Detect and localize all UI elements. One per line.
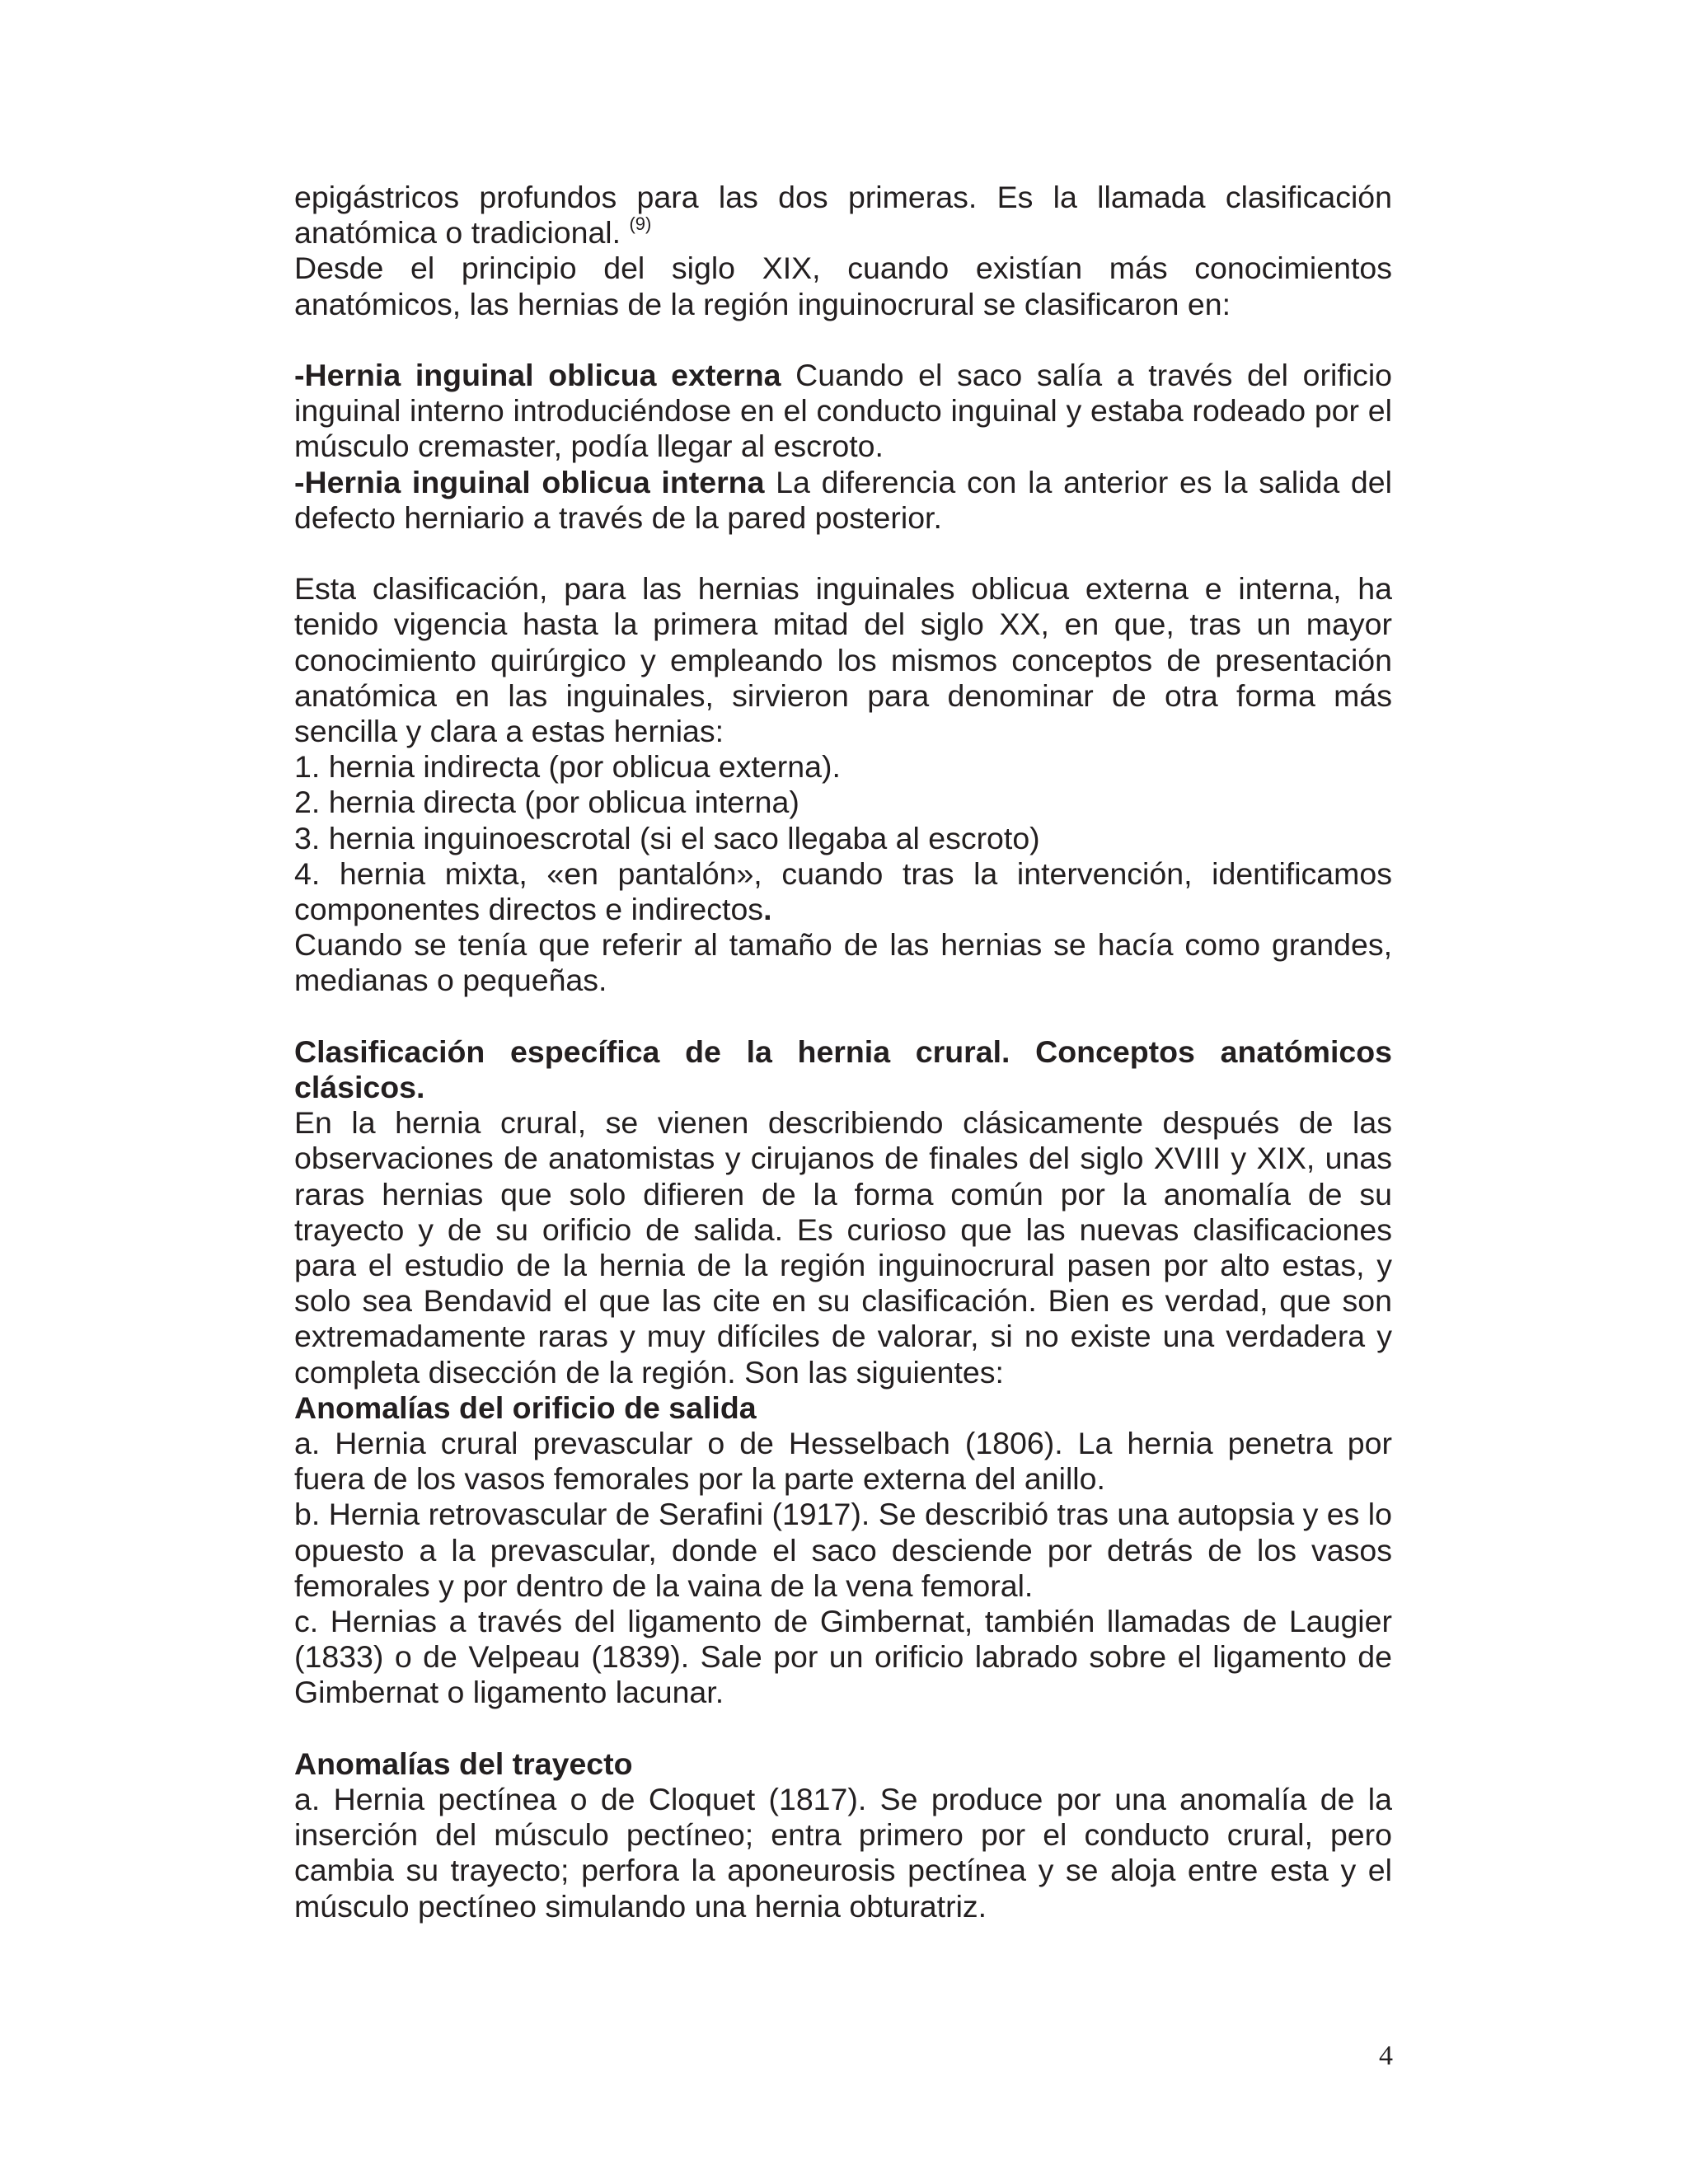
list-item-gimbernat: c. Hernias a través del ligamento de Gimbernat, también llamadas de Laugier (1833) o de Velpeau (1839). Sale por un orificio labrado sobre el ligamento de Gimbernat o ligamento lacunar.: [294, 1604, 1392, 1710]
list-item-cloquet: a. Hernia pectínea o de Cloquet (1817). Se produce por una anomalía de la inserción del músculo pectíneo; entra primero por el conducto crural, pero cambia su trayecto; perfora la aponeurosis pectínea y se aloja entre esta y el músculo pectíneo simulando una hernia obturatriz.: [294, 1782, 1392, 1924]
body-text: [294, 180, 1392, 1924]
list-item-text: 4. hernia mixta, «en pantalón», cuando tras la intervención, identificamos componentes directos e indirectos: [294, 855, 1392, 927]
citation-reference: (9): [629, 213, 652, 235]
list-item: 1. hernia indirecta (por oblicua externa).: [294, 749, 841, 785]
list-item-serafini: b. Hernia retrovascular de Serafini (1917). Se describió tras una autopsia y es lo opuesto a la prevascular, donde el saco desciende por detrás de los vasos femorales y por dentro de la vaina de la vena femoral.: [294, 1497, 1392, 1603]
list-item-period: .: [763, 892, 772, 927]
paragraph-gap: [294, 999, 1392, 1034]
paragraph-crural-hernia: En la hernia crural, se vienen describiendo clásicamente después de las observaciones de anatomistas y cirujanos de finales del siglo XVIII y XIX, unas raras hernias que solo difieren de la forma común por la anomalía de su trayecto y de su orificio de salida. Es curioso que las nuevas clasificaciones para el estudio de la hernia de la región inguinocrural pasen por alto estas, y solo sea Bendavid el que las cite en su clasificación. Bien es verdad, que son extremadamente raras y muy difíciles de valorar, si no existe una verdadera y completa disección de la región. Son las siguientes:: [294, 1105, 1392, 1390]
paragraph-twentieth-century: Esta clasificación, para las hernias inguinales oblicua externa e interna, ha tenido vigencia hasta la primera mitad del siglo XX, en que, tras un mayor conocimiento quirúrgico y empleando los mismos conceptos de presentación anatómica en las inguinales, sirvieron para denominar de otra forma más sencilla y clara a estas hernias:: [294, 571, 1392, 749]
list-item: 2. hernia directa (por oblicua interna): [294, 785, 799, 820]
term-oblique-internal: -Hernia inguinal oblicua interna: [294, 464, 765, 499]
definition-oblique-external: Cuando el saco salía a través del orificio inguinal interno introduciéndose en el conducto inguinal y estaba rodeado por el músculo cremaster, podía llegar al escroto.: [294, 358, 1393, 464]
section-heading-crural: Clasificación específica de la hernia crural. Conceptos anatómicos clásicos.: [294, 1033, 1392, 1105]
paragraph-classification-end: [294, 180, 1392, 251]
list-item: [294, 856, 1392, 927]
list-item: 3. hernia inguinoescrotal (si el saco llegaba al escroto): [294, 820, 1040, 855]
paragraph-oblique-external: [294, 358, 1392, 465]
section-heading-trajectory: Anomalías del trayecto: [294, 1746, 633, 1781]
definition-oblique-internal: La diferencia con la anterior es la salida del defecto herniario a través de la pared posterior.: [294, 464, 1392, 535]
paragraph-gap: [294, 1711, 1392, 1746]
paragraph-gap: [294, 536, 1392, 571]
paragraph-gap: [294, 322, 1392, 358]
paragraph-text: epigástricos profundos para las dos primeras. Es la llamada clasificación anatómica o tradicional.: [294, 180, 1392, 251]
page-number: 4: [1379, 2041, 1393, 2071]
paragraph-oblique-internal: [294, 465, 1392, 536]
paragraph-hernia-size: Cuando se tenía que referir al tamaño de las hernias se hacía como grandes, medianas o pequeñas.: [294, 927, 1392, 998]
term-oblique-external: -Hernia inguinal oblicua externa: [294, 358, 781, 392]
list-item-hesselbach: a. Hernia crural prevascular o de Hesselbach (1806). La hernia penetra por fuera de los vasos femorales por la parte externa del anillo.: [294, 1426, 1392, 1497]
section-heading-exit-orifice: Anomalías del orificio de salida: [294, 1390, 757, 1425]
paragraph-nineteenth-century: Desde el principio del siglo XIX, cuando existían más conocimientos anatómicos, las hernias de la región inguinocrural se clasificaron en:: [294, 251, 1392, 321]
